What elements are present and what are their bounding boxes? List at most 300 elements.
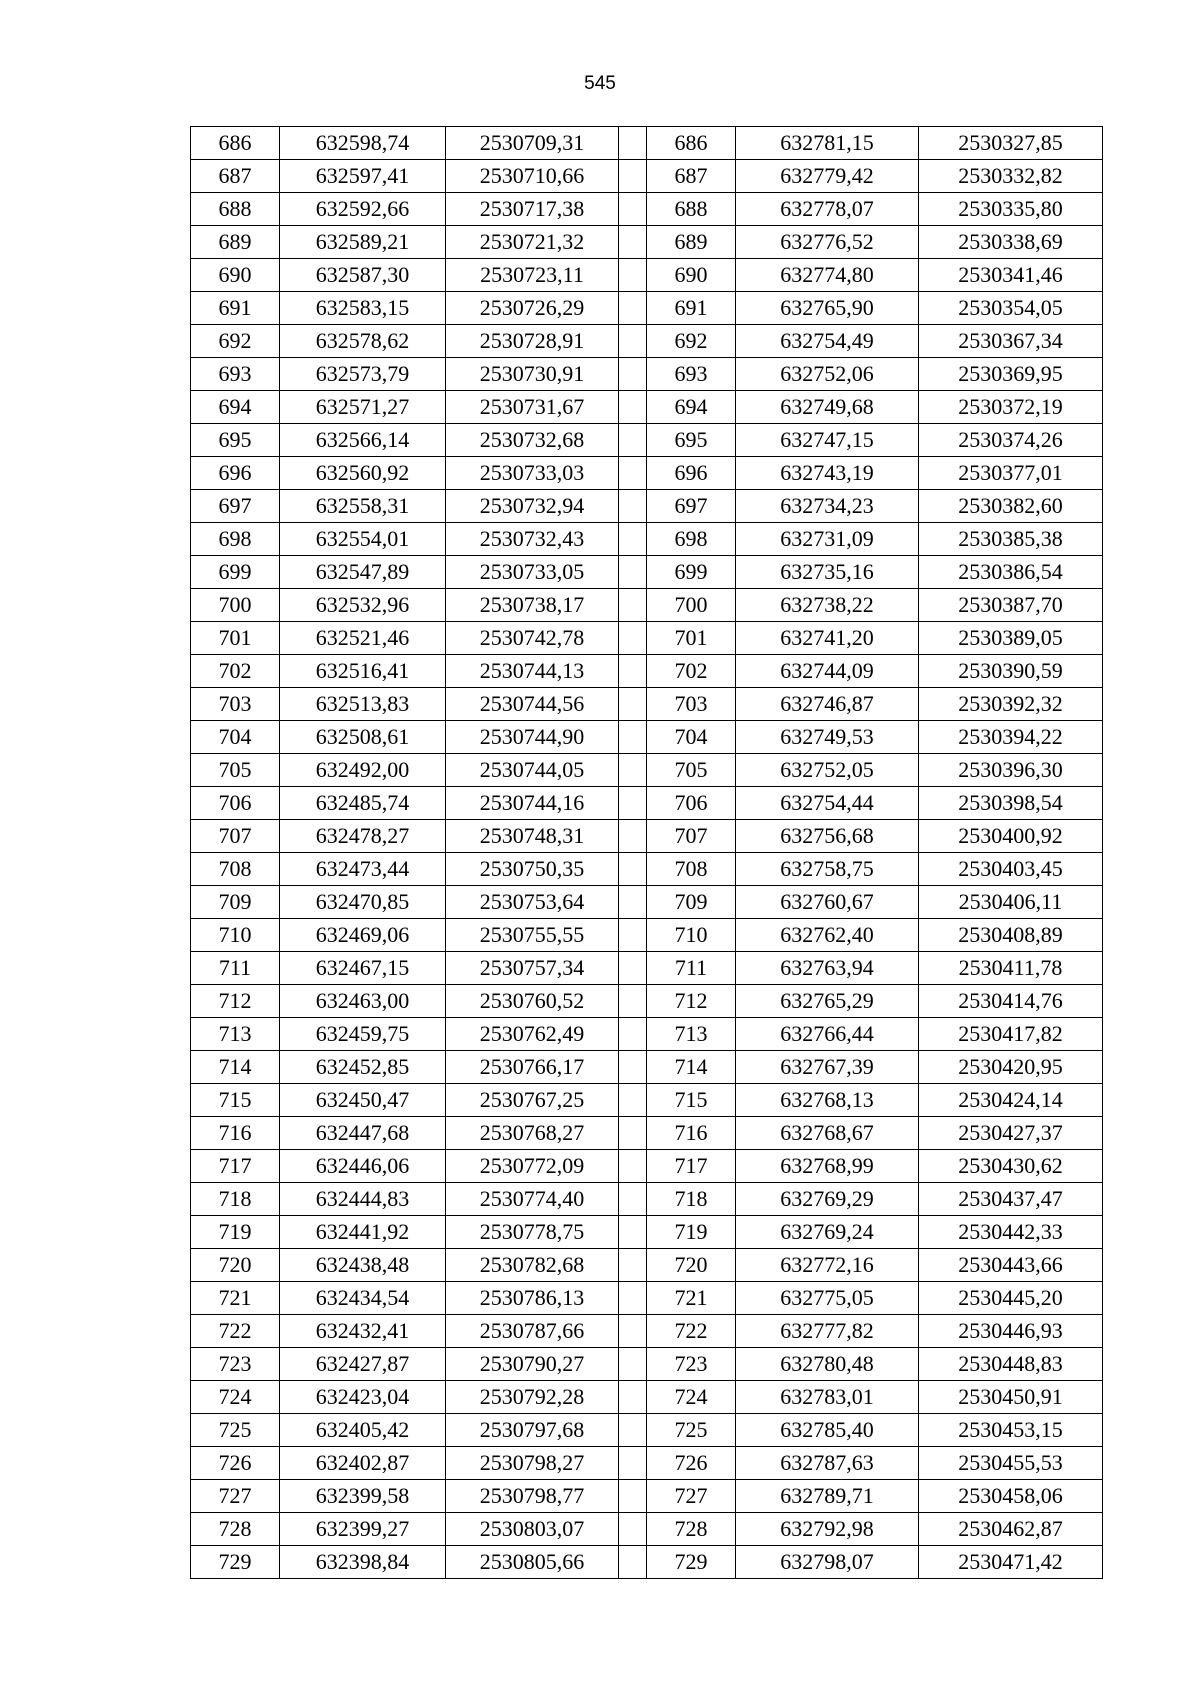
left-x-coordinate-cell: 632470,85: [280, 886, 446, 919]
left-point-number-cell: 709: [191, 886, 280, 919]
table-row: [191, 127, 1103, 160]
right-x-coordinate-cell: 632752,05: [736, 754, 919, 787]
left-point-number-cell: 729: [191, 1546, 280, 1579]
right-point-number-cell: 728: [647, 1513, 736, 1546]
table-row: [191, 985, 1103, 1018]
right-x-coordinate-cell: 632746,87: [736, 688, 919, 721]
left-y-coordinate-cell: 2530742,78: [446, 622, 619, 655]
left-y-coordinate-cell: 2530798,27: [446, 1447, 619, 1480]
left-point-number-cell: 701: [191, 622, 280, 655]
right-x-coordinate-cell: 632738,22: [736, 589, 919, 622]
left-x-coordinate-cell: 632447,68: [280, 1117, 446, 1150]
left-x-coordinate-cell: 632547,89: [280, 556, 446, 589]
left-y-coordinate-cell: 2530733,03: [446, 457, 619, 490]
left-point-number-cell: 728: [191, 1513, 280, 1546]
right-x-coordinate-cell: 632792,98: [736, 1513, 919, 1546]
left-x-coordinate-cell: 632554,01: [280, 523, 446, 556]
separator-cell: [619, 1183, 647, 1216]
right-y-coordinate-cell: 2530462,87: [919, 1513, 1103, 1546]
left-y-coordinate-cell: 2530733,05: [446, 556, 619, 589]
left-x-coordinate-cell: 632405,42: [280, 1414, 446, 1447]
right-y-coordinate-cell: 2530385,38: [919, 523, 1103, 556]
left-x-coordinate-cell: 632571,27: [280, 391, 446, 424]
right-y-coordinate-cell: 2530338,69: [919, 226, 1103, 259]
right-x-coordinate-cell: 632734,23: [736, 490, 919, 523]
separator-cell: [619, 292, 647, 325]
right-point-number-cell: 710: [647, 919, 736, 952]
right-x-coordinate-cell: 632768,13: [736, 1084, 919, 1117]
left-x-coordinate-cell: 632441,92: [280, 1216, 446, 1249]
left-x-coordinate-cell: 632399,27: [280, 1513, 446, 1546]
right-y-coordinate-cell: 2530392,32: [919, 688, 1103, 721]
left-y-coordinate-cell: 2530778,75: [446, 1216, 619, 1249]
right-point-number-cell: 689: [647, 226, 736, 259]
right-point-number-cell: 716: [647, 1117, 736, 1150]
right-point-number-cell: 722: [647, 1315, 736, 1348]
left-x-coordinate-cell: 632450,47: [280, 1084, 446, 1117]
table-row: [191, 1513, 1103, 1546]
right-x-coordinate-cell: 632768,67: [736, 1117, 919, 1150]
left-x-coordinate-cell: 632598,74: [280, 127, 446, 160]
left-point-number-cell: 693: [191, 358, 280, 391]
left-x-coordinate-cell: 632521,46: [280, 622, 446, 655]
right-y-coordinate-cell: 2530446,93: [919, 1315, 1103, 1348]
table-row: [191, 556, 1103, 589]
left-point-number-cell: 725: [191, 1414, 280, 1447]
left-x-coordinate-cell: 632427,87: [280, 1348, 446, 1381]
right-y-coordinate-cell: 2530398,54: [919, 787, 1103, 820]
left-point-number-cell: 713: [191, 1018, 280, 1051]
left-point-number-cell: 690: [191, 259, 280, 292]
separator-cell: [619, 1414, 647, 1447]
right-y-coordinate-cell: 2530414,76: [919, 985, 1103, 1018]
left-x-coordinate-cell: 632516,41: [280, 655, 446, 688]
left-x-coordinate-cell: 632573,79: [280, 358, 446, 391]
right-x-coordinate-cell: 632749,53: [736, 721, 919, 754]
left-point-number-cell: 698: [191, 523, 280, 556]
left-x-coordinate-cell: 632485,74: [280, 787, 446, 820]
separator-cell: [619, 622, 647, 655]
right-x-coordinate-cell: 632765,29: [736, 985, 919, 1018]
table-row: [191, 1315, 1103, 1348]
separator-cell: [619, 919, 647, 952]
left-y-coordinate-cell: 2530798,77: [446, 1480, 619, 1513]
right-point-number-cell: 705: [647, 754, 736, 787]
table-row: [191, 622, 1103, 655]
left-y-coordinate-cell: 2530744,05: [446, 754, 619, 787]
separator-cell: [619, 1381, 647, 1414]
right-y-coordinate-cell: 2530386,54: [919, 556, 1103, 589]
separator-cell: [619, 490, 647, 523]
right-y-coordinate-cell: 2530390,59: [919, 655, 1103, 688]
left-y-coordinate-cell: 2530786,13: [446, 1282, 619, 1315]
right-point-number-cell: 699: [647, 556, 736, 589]
right-y-coordinate-cell: 2530417,82: [919, 1018, 1103, 1051]
right-y-coordinate-cell: 2530427,37: [919, 1117, 1103, 1150]
left-x-coordinate-cell: 632508,61: [280, 721, 446, 754]
right-point-number-cell: 702: [647, 655, 736, 688]
separator-cell: [619, 457, 647, 490]
table-row: [191, 853, 1103, 886]
separator-cell: [619, 1282, 647, 1315]
left-x-coordinate-cell: 632432,41: [280, 1315, 446, 1348]
left-y-coordinate-cell: 2530710,66: [446, 160, 619, 193]
right-x-coordinate-cell: 632752,06: [736, 358, 919, 391]
right-point-number-cell: 706: [647, 787, 736, 820]
left-y-coordinate-cell: 2530762,49: [446, 1018, 619, 1051]
table-row: [191, 952, 1103, 985]
right-point-number-cell: 687: [647, 160, 736, 193]
left-point-number-cell: 686: [191, 127, 280, 160]
right-y-coordinate-cell: 2530354,05: [919, 292, 1103, 325]
right-x-coordinate-cell: 632767,39: [736, 1051, 919, 1084]
right-y-coordinate-cell: 2530374,26: [919, 424, 1103, 457]
right-x-coordinate-cell: 632754,49: [736, 325, 919, 358]
left-x-coordinate-cell: 632452,85: [280, 1051, 446, 1084]
table-row: [191, 1414, 1103, 1447]
separator-cell: [619, 325, 647, 358]
left-y-coordinate-cell: 2530732,43: [446, 523, 619, 556]
right-point-number-cell: 725: [647, 1414, 736, 1447]
table-row: [191, 820, 1103, 853]
left-point-number-cell: 699: [191, 556, 280, 589]
left-x-coordinate-cell: 632597,41: [280, 160, 446, 193]
right-x-coordinate-cell: 632747,15: [736, 424, 919, 457]
left-point-number-cell: 704: [191, 721, 280, 754]
left-y-coordinate-cell: 2530744,16: [446, 787, 619, 820]
right-y-coordinate-cell: 2530406,11: [919, 886, 1103, 919]
table-row: [191, 754, 1103, 787]
right-y-coordinate-cell: 2530437,47: [919, 1183, 1103, 1216]
left-point-number-cell: 703: [191, 688, 280, 721]
right-point-number-cell: 703: [647, 688, 736, 721]
table-row: [191, 919, 1103, 952]
right-y-coordinate-cell: 2530335,80: [919, 193, 1103, 226]
left-x-coordinate-cell: 632434,54: [280, 1282, 446, 1315]
left-y-coordinate-cell: 2530721,32: [446, 226, 619, 259]
left-point-number-cell: 710: [191, 919, 280, 952]
right-x-coordinate-cell: 632760,67: [736, 886, 919, 919]
left-y-coordinate-cell: 2530731,67: [446, 391, 619, 424]
right-y-coordinate-cell: 2530424,14: [919, 1084, 1103, 1117]
left-point-number-cell: 721: [191, 1282, 280, 1315]
right-y-coordinate-cell: 2530389,05: [919, 622, 1103, 655]
right-y-coordinate-cell: 2530408,89: [919, 919, 1103, 952]
left-point-number-cell: 691: [191, 292, 280, 325]
separator-cell: [619, 853, 647, 886]
right-x-coordinate-cell: 632774,80: [736, 259, 919, 292]
left-x-coordinate-cell: 632398,84: [280, 1546, 446, 1579]
right-y-coordinate-cell: 2530448,83: [919, 1348, 1103, 1381]
right-x-coordinate-cell: 632769,29: [736, 1183, 919, 1216]
left-y-coordinate-cell: 2530732,68: [446, 424, 619, 457]
right-point-number-cell: 708: [647, 853, 736, 886]
separator-cell: [619, 721, 647, 754]
right-x-coordinate-cell: 632776,52: [736, 226, 919, 259]
table-row: [191, 358, 1103, 391]
right-point-number-cell: 711: [647, 952, 736, 985]
right-x-coordinate-cell: 632778,07: [736, 193, 919, 226]
right-point-number-cell: 690: [647, 259, 736, 292]
table-row: [191, 787, 1103, 820]
right-point-number-cell: 727: [647, 1480, 736, 1513]
left-x-coordinate-cell: 632444,83: [280, 1183, 446, 1216]
right-point-number-cell: 700: [647, 589, 736, 622]
left-point-number-cell: 687: [191, 160, 280, 193]
left-y-coordinate-cell: 2530774,40: [446, 1183, 619, 1216]
left-point-number-cell: 708: [191, 853, 280, 886]
left-x-coordinate-cell: 632587,30: [280, 259, 446, 292]
right-point-number-cell: 695: [647, 424, 736, 457]
right-y-coordinate-cell: 2530327,85: [919, 127, 1103, 160]
separator-cell: [619, 391, 647, 424]
right-y-coordinate-cell: 2530369,95: [919, 358, 1103, 391]
left-y-coordinate-cell: 2530750,35: [446, 853, 619, 886]
right-x-coordinate-cell: 632783,01: [736, 1381, 919, 1414]
separator-cell: [619, 1513, 647, 1546]
separator-cell: [619, 1117, 647, 1150]
table-row: [191, 721, 1103, 754]
separator-cell: [619, 193, 647, 226]
left-point-number-cell: 716: [191, 1117, 280, 1150]
left-x-coordinate-cell: 632583,15: [280, 292, 446, 325]
coordinates-table: [190, 126, 1103, 1579]
left-y-coordinate-cell: 2530732,94: [446, 490, 619, 523]
left-point-number-cell: 692: [191, 325, 280, 358]
right-x-coordinate-cell: 632779,42: [736, 160, 919, 193]
left-point-number-cell: 697: [191, 490, 280, 523]
right-y-coordinate-cell: 2530403,45: [919, 853, 1103, 886]
right-point-number-cell: 693: [647, 358, 736, 391]
right-point-number-cell: 720: [647, 1249, 736, 1282]
table-row: [191, 490, 1103, 523]
table-row: [191, 655, 1103, 688]
separator-cell: [619, 226, 647, 259]
left-y-coordinate-cell: 2530726,29: [446, 292, 619, 325]
table-row: [191, 1216, 1103, 1249]
left-x-coordinate-cell: 632560,92: [280, 457, 446, 490]
left-x-coordinate-cell: 632467,15: [280, 952, 446, 985]
right-point-number-cell: 704: [647, 721, 736, 754]
left-point-number-cell: 718: [191, 1183, 280, 1216]
left-x-coordinate-cell: 632423,04: [280, 1381, 446, 1414]
left-y-coordinate-cell: 2530797,68: [446, 1414, 619, 1447]
separator-cell: [619, 952, 647, 985]
left-point-number-cell: 707: [191, 820, 280, 853]
left-x-coordinate-cell: 632513,83: [280, 688, 446, 721]
separator-cell: [619, 1480, 647, 1513]
left-x-coordinate-cell: 632463,00: [280, 985, 446, 1018]
separator-cell: [619, 1348, 647, 1381]
page-number: 545: [584, 73, 616, 94]
table-row: [191, 1249, 1103, 1282]
left-y-coordinate-cell: 2530767,25: [446, 1084, 619, 1117]
left-x-coordinate-cell: 632532,96: [280, 589, 446, 622]
table-row: [191, 1282, 1103, 1315]
right-x-coordinate-cell: 632772,16: [736, 1249, 919, 1282]
left-x-coordinate-cell: 632446,06: [280, 1150, 446, 1183]
table-row: [191, 1480, 1103, 1513]
left-y-coordinate-cell: 2530738,17: [446, 589, 619, 622]
right-x-coordinate-cell: 632787,63: [736, 1447, 919, 1480]
right-y-coordinate-cell: 2530341,46: [919, 259, 1103, 292]
separator-cell: [619, 1249, 647, 1282]
separator-cell: [619, 754, 647, 787]
right-y-coordinate-cell: 2530455,53: [919, 1447, 1103, 1480]
separator-cell: [619, 787, 647, 820]
left-y-coordinate-cell: 2530717,38: [446, 193, 619, 226]
separator-cell: [619, 556, 647, 589]
table-row: [191, 226, 1103, 259]
table-row: [191, 292, 1103, 325]
right-point-number-cell: 719: [647, 1216, 736, 1249]
right-point-number-cell: 718: [647, 1183, 736, 1216]
left-y-coordinate-cell: 2530723,11: [446, 259, 619, 292]
left-point-number-cell: 719: [191, 1216, 280, 1249]
right-point-number-cell: 709: [647, 886, 736, 919]
right-x-coordinate-cell: 632775,05: [736, 1282, 919, 1315]
right-x-coordinate-cell: 632789,71: [736, 1480, 919, 1513]
right-point-number-cell: 712: [647, 985, 736, 1018]
right-y-coordinate-cell: 2530367,34: [919, 325, 1103, 358]
right-y-coordinate-cell: 2530396,30: [919, 754, 1103, 787]
right-x-coordinate-cell: 632766,44: [736, 1018, 919, 1051]
table-row: [191, 1051, 1103, 1084]
left-x-coordinate-cell: 632438,48: [280, 1249, 446, 1282]
left-point-number-cell: 712: [191, 985, 280, 1018]
table-row: [191, 1381, 1103, 1414]
right-point-number-cell: 724: [647, 1381, 736, 1414]
right-x-coordinate-cell: 632743,19: [736, 457, 919, 490]
left-point-number-cell: 689: [191, 226, 280, 259]
right-point-number-cell: 691: [647, 292, 736, 325]
separator-cell: [619, 886, 647, 919]
table-row: [191, 886, 1103, 919]
right-y-coordinate-cell: 2530430,62: [919, 1150, 1103, 1183]
right-x-coordinate-cell: 632735,16: [736, 556, 919, 589]
right-x-coordinate-cell: 632768,99: [736, 1150, 919, 1183]
right-x-coordinate-cell: 632744,09: [736, 655, 919, 688]
left-y-coordinate-cell: 2530790,27: [446, 1348, 619, 1381]
right-y-coordinate-cell: 2530471,42: [919, 1546, 1103, 1579]
right-y-coordinate-cell: 2530450,91: [919, 1381, 1103, 1414]
separator-cell: [619, 1216, 647, 1249]
right-point-number-cell: 686: [647, 127, 736, 160]
right-y-coordinate-cell: 2530382,60: [919, 490, 1103, 523]
left-y-coordinate-cell: 2530787,66: [446, 1315, 619, 1348]
table-row: [191, 259, 1103, 292]
separator-cell: [619, 358, 647, 391]
right-y-coordinate-cell: 2530411,78: [919, 952, 1103, 985]
right-y-coordinate-cell: 2530445,20: [919, 1282, 1103, 1315]
left-x-coordinate-cell: 632473,44: [280, 853, 446, 886]
right-y-coordinate-cell: 2530387,70: [919, 589, 1103, 622]
table-row: [191, 688, 1103, 721]
separator-cell: [619, 688, 647, 721]
right-y-coordinate-cell: 2530458,06: [919, 1480, 1103, 1513]
right-point-number-cell: 713: [647, 1018, 736, 1051]
right-y-coordinate-cell: 2530377,01: [919, 457, 1103, 490]
left-point-number-cell: 702: [191, 655, 280, 688]
table-row: [191, 589, 1103, 622]
coordinates-table-body: [191, 127, 1103, 1579]
left-point-number-cell: 695: [191, 424, 280, 457]
separator-cell: [619, 1546, 647, 1579]
left-y-coordinate-cell: 2530760,52: [446, 985, 619, 1018]
right-x-coordinate-cell: 632749,68: [736, 391, 919, 424]
right-point-number-cell: 698: [647, 523, 736, 556]
left-x-coordinate-cell: 632459,75: [280, 1018, 446, 1051]
right-x-coordinate-cell: 632785,40: [736, 1414, 919, 1447]
left-point-number-cell: 723: [191, 1348, 280, 1381]
right-x-coordinate-cell: 632765,90: [736, 292, 919, 325]
right-point-number-cell: 715: [647, 1084, 736, 1117]
separator-cell: [619, 985, 647, 1018]
right-x-coordinate-cell: 632798,07: [736, 1546, 919, 1579]
separator-cell: [619, 589, 647, 622]
right-point-number-cell: 721: [647, 1282, 736, 1315]
left-point-number-cell: 700: [191, 589, 280, 622]
left-point-number-cell: 711: [191, 952, 280, 985]
left-x-coordinate-cell: 632402,87: [280, 1447, 446, 1480]
left-x-coordinate-cell: 632399,58: [280, 1480, 446, 1513]
table-row: [191, 1447, 1103, 1480]
left-y-coordinate-cell: 2530805,66: [446, 1546, 619, 1579]
right-point-number-cell: 723: [647, 1348, 736, 1381]
left-y-coordinate-cell: 2530730,91: [446, 358, 619, 391]
table-row: [191, 160, 1103, 193]
right-x-coordinate-cell: 632781,15: [736, 127, 919, 160]
left-point-number-cell: 722: [191, 1315, 280, 1348]
left-y-coordinate-cell: 2530744,13: [446, 655, 619, 688]
right-x-coordinate-cell: 632769,24: [736, 1216, 919, 1249]
left-y-coordinate-cell: 2530792,28: [446, 1381, 619, 1414]
separator-cell: [619, 127, 647, 160]
left-x-coordinate-cell: 632478,27: [280, 820, 446, 853]
right-point-number-cell: 729: [647, 1546, 736, 1579]
left-x-coordinate-cell: 632566,14: [280, 424, 446, 457]
table-row: [191, 325, 1103, 358]
separator-cell: [619, 259, 647, 292]
left-point-number-cell: 720: [191, 1249, 280, 1282]
right-y-coordinate-cell: 2530420,95: [919, 1051, 1103, 1084]
left-y-coordinate-cell: 2530728,91: [446, 325, 619, 358]
separator-cell: [619, 1315, 647, 1348]
separator-cell: [619, 655, 647, 688]
left-x-coordinate-cell: 632589,21: [280, 226, 446, 259]
left-y-coordinate-cell: 2530768,27: [446, 1117, 619, 1150]
table-row: [191, 1546, 1103, 1579]
right-point-number-cell: 707: [647, 820, 736, 853]
left-point-number-cell: 714: [191, 1051, 280, 1084]
left-point-number-cell: 688: [191, 193, 280, 226]
table-row: [191, 193, 1103, 226]
separator-cell: [619, 1150, 647, 1183]
right-x-coordinate-cell: 632780,48: [736, 1348, 919, 1381]
right-y-coordinate-cell: 2530453,15: [919, 1414, 1103, 1447]
table-row: [191, 1150, 1103, 1183]
left-y-coordinate-cell: 2530772,09: [446, 1150, 619, 1183]
left-y-coordinate-cell: 2530757,34: [446, 952, 619, 985]
table-row: [191, 1117, 1103, 1150]
left-point-number-cell: 727: [191, 1480, 280, 1513]
left-point-number-cell: 705: [191, 754, 280, 787]
separator-cell: [619, 160, 647, 193]
separator-cell: [619, 523, 647, 556]
separator-cell: [619, 820, 647, 853]
right-x-coordinate-cell: 632741,20: [736, 622, 919, 655]
right-point-number-cell: 701: [647, 622, 736, 655]
